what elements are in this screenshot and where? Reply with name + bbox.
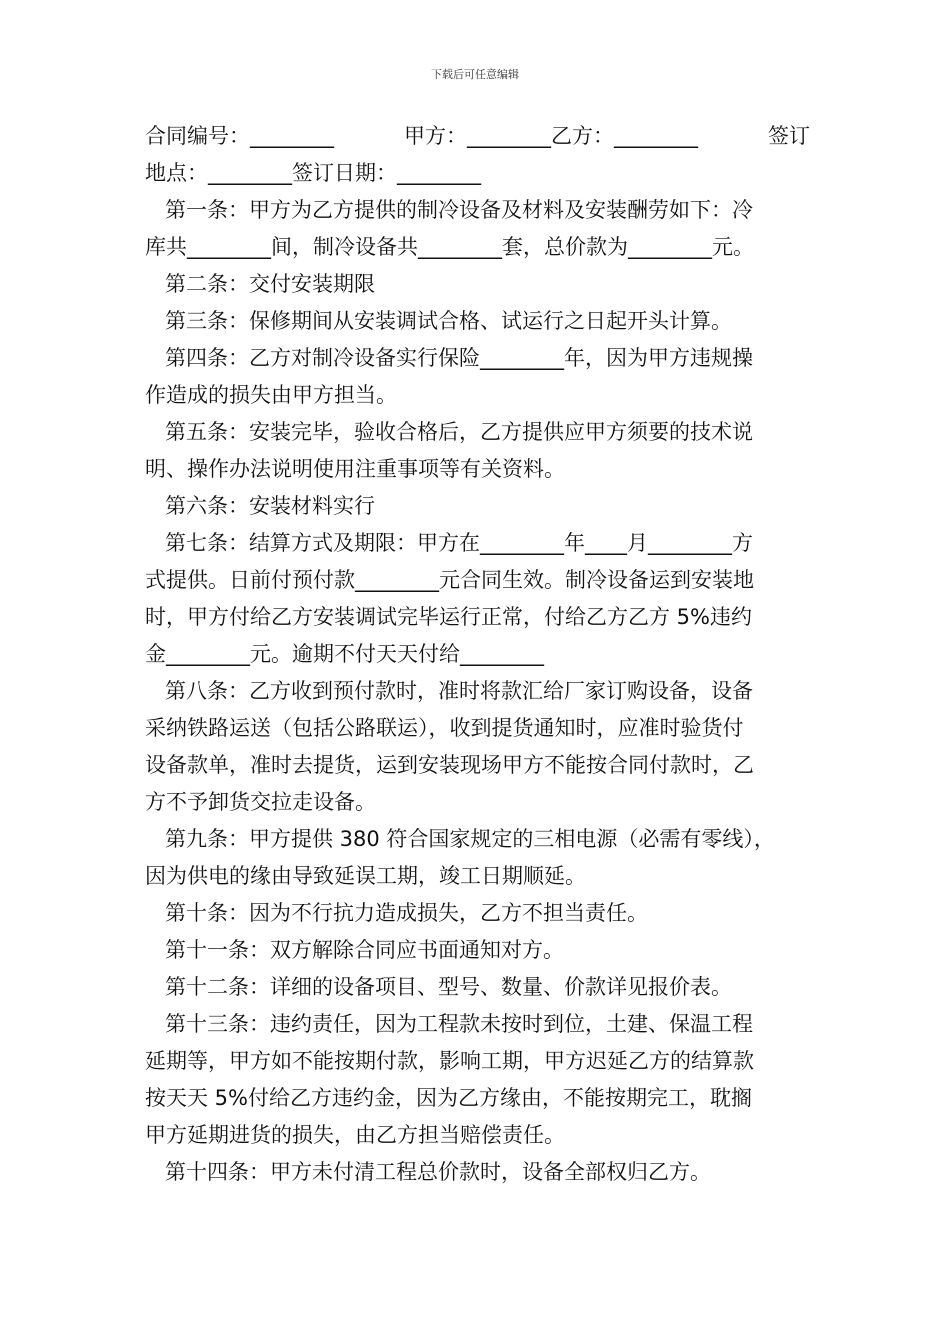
article-2: 第二条：交付安装期限 <box>165 272 375 296</box>
contract-line: 甲方延期进货的损失，由乙方担当赔偿责任。 <box>145 1123 565 1147</box>
contract-line: 采纳铁路运送（包括公路联运），收到提货通知时，应准时验货付 <box>145 716 744 740</box>
article-12: 第十二条：详细的设备项目、型号、数量、价款详见报价表。 <box>165 975 732 999</box>
contract-body <box>145 118 810 1191</box>
signing-label: 签订 <box>768 124 810 148</box>
article-5: 第五条：安装完毕，验收合格后，乙方提供应甲方须要的技术说 <box>165 420 753 444</box>
page-header: 下载后可任意编辑 <box>431 68 519 81</box>
contract-line: 方不予卸货交拉走设备。 <box>145 790 376 814</box>
contract-line: 库共________间，制冷设备共________套，总价款为________元。 <box>145 235 754 259</box>
article-13: 第十三条：违约责任，因为工程款未按时到位，土建、保温工程 <box>165 1012 753 1036</box>
contract-line: 式提供。日前付预付款________元合同生效。制冷设备运到安装地 <box>145 568 754 592</box>
contract-line: 金________元。逾期不付天天付给________ <box>145 642 544 666</box>
article-8: 第八条：乙方收到预付款时，准时将款汇给厂家订购设备，设备 <box>165 679 753 703</box>
contract-line: 时，甲方付给乙方安装调试完毕运行正常，付给乙方乙方 5%违约 <box>145 605 752 629</box>
article-4: 第四条：乙方对制冷设备实行保险________年，因为甲方违规操 <box>165 346 753 370</box>
contract-line: 明、操作办法说明使用注重事项等有关资料。 <box>145 457 565 481</box>
article-10: 第十条：因为不行抗力造成损失，乙方不担当责任。 <box>165 901 648 925</box>
contract-line: 因为供电的缘由导致延误工期，竣工日期顺延。 <box>145 864 586 888</box>
article-3: 第三条：保修期间从安装调试合格、试运行之日起开头计算。 <box>165 309 732 333</box>
contract-line: 延期等，甲方如不能按期付款，影响工期，甲方迟延乙方的结算款 <box>145 1049 754 1073</box>
article-9: 第九条：甲方提供 380 符合国家规定的三相电源（必需有零线）， <box>165 827 775 851</box>
article-1: 第一条：甲方为乙方提供的制冷设备及材料及安装酬劳如下：冷 <box>165 198 753 222</box>
contract-line: 地点：________签订日期：________ <box>145 161 481 185</box>
article-6: 第六条：安装材料实行 <box>165 494 375 518</box>
article-14: 第十四条：甲方未付清工程总价款时，设备全部权归乙方。 <box>165 1160 711 1184</box>
contract-line: 按天天 5%付给乙方违约金，因为乙方缘由，不能按期完工，耽搁 <box>145 1086 752 1110</box>
contract-line: 作造成的损失由甲方担当。 <box>145 383 397 407</box>
contract-number-field: 合同编号：________ <box>145 124 334 148</box>
parties-field: 甲方：________乙方：________ <box>404 124 698 148</box>
contract-line: 设备款单，准时去提货，运到安装现场甲方不能按合同付款时，乙 <box>145 753 754 777</box>
contract-line <box>145 118 810 155</box>
article-7: 第七条：结算方式及期限：甲方在________年____月________方 <box>165 531 753 555</box>
article-11: 第十一条：双方解除合同应书面通知对方。 <box>165 938 564 962</box>
